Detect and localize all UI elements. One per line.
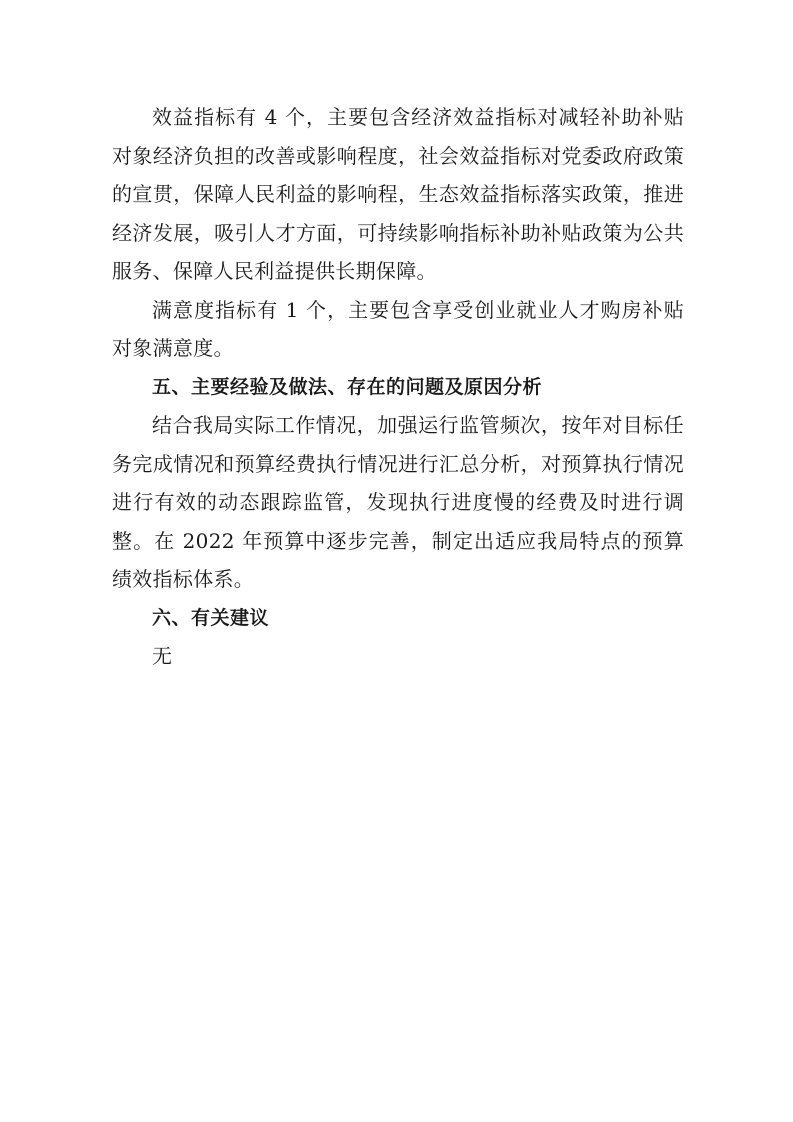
experience-paragraph: 结合我局实际工作情况，加强运行监管频次，按年对目标任务完成情况和预算经费执行情况进行汇总分析，对预算执行情况进行有效的动态跟踪监管，发现执行进度慢的经费及时进行调整。在 2022 年预算中逐步完善，制定出适应我局特点的预算绩效指标体系。 [112, 413, 684, 591]
suggestions-paragraph: 无 [152, 644, 173, 668]
document-body [112, 98, 684, 676]
satisfaction-indicators-paragraph: 满意度指标有 1 个，主要包含享受创业就业人才购房补贴对象满意度。 [112, 297, 684, 360]
effect-indicators-paragraph: 效益指标有 4 个，主要包含经济效益指标对减轻补助补贴对象经济负担的改善或影响程度，社会效益指标对党委政府政策的宣贯，保障人民利益的影响程，生态效益指标落实政策，推进经济发展，吸引人才方面，可持续影响指标补助补贴政策为公共服务、保障人民利益提供长期保障。 [112, 105, 684, 283]
section-six-heading: 六、有关建议 [152, 606, 270, 629]
section-five-heading: 五、主要经验及做法、存在的问题及原因分析 [152, 375, 543, 398]
